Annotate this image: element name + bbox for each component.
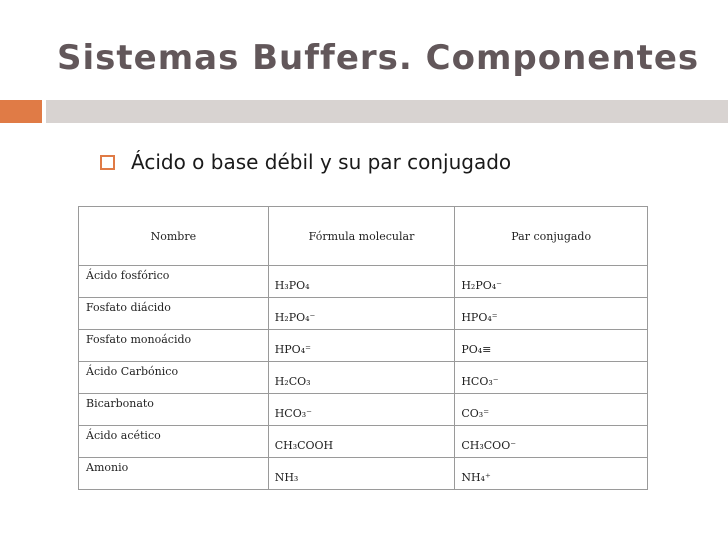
cell-formula-text: H₂CO₃ bbox=[274, 375, 311, 388]
cell-par bbox=[455, 266, 648, 298]
buffer-components-table bbox=[78, 206, 648, 490]
cell-formula-text: CH₃COOH bbox=[274, 439, 334, 452]
bullet-square-icon bbox=[100, 155, 115, 170]
cell-formula bbox=[268, 458, 455, 490]
cell-par bbox=[455, 426, 648, 458]
header-par-conjugado: Par conjugado bbox=[455, 207, 648, 266]
cell-formula bbox=[268, 330, 455, 362]
table-row bbox=[79, 458, 648, 490]
cell-nombre-text: Ácido fosfórico bbox=[86, 269, 170, 282]
table-row bbox=[79, 330, 648, 362]
cell-nombre bbox=[79, 426, 269, 458]
header-nombre: Nombre bbox=[79, 207, 269, 266]
cell-formula-text: H₂PO₄⁻ bbox=[274, 311, 316, 324]
slide-title: Sistemas Buffers. Componentes bbox=[57, 38, 700, 78]
cell-formula bbox=[268, 426, 455, 458]
accent-square bbox=[0, 100, 42, 123]
cell-par-text: H₂PO₄⁻ bbox=[461, 279, 502, 292]
cell-nombre bbox=[79, 330, 269, 362]
cell-par bbox=[455, 394, 648, 426]
cell-formula-text: HCO₃⁻ bbox=[274, 407, 312, 420]
cell-formula bbox=[268, 394, 455, 426]
cell-formula-text: HPO₄⁼ bbox=[274, 343, 311, 356]
cell-nombre-text: Amonio bbox=[86, 461, 129, 474]
table-header-row bbox=[79, 207, 648, 266]
cell-formula-text: H₃PO₄ bbox=[274, 279, 310, 292]
cell-nombre-text: Fosfato monoácido bbox=[86, 333, 192, 346]
cell-nombre-text: Bicarbonato bbox=[86, 397, 154, 410]
cell-par-text: HCO₃⁻ bbox=[461, 375, 499, 388]
cell-formula bbox=[268, 266, 455, 298]
cell-nombre-text: Ácido Carbónico bbox=[86, 365, 179, 378]
cell-par bbox=[455, 362, 648, 394]
cell-par bbox=[455, 298, 648, 330]
cell-formula-text: NH₃ bbox=[274, 471, 299, 484]
cell-par-text: HPO₄⁼ bbox=[461, 311, 498, 324]
cell-nombre bbox=[79, 458, 269, 490]
table-row bbox=[79, 266, 648, 298]
cell-nombre bbox=[79, 394, 269, 426]
cell-nombre-text: Fosfato diácido bbox=[86, 301, 171, 314]
cell-par bbox=[455, 458, 648, 490]
cell-formula bbox=[268, 362, 455, 394]
table-row bbox=[79, 298, 648, 330]
cell-par-text: CH₃COO⁻ bbox=[461, 439, 517, 452]
cell-par-text: NH₄⁺ bbox=[461, 471, 491, 484]
cell-nombre bbox=[79, 362, 269, 394]
cell-nombre bbox=[79, 266, 269, 298]
table-row bbox=[79, 362, 648, 394]
accent-bar bbox=[46, 100, 728, 123]
header-formula: Fórmula molecular bbox=[268, 207, 455, 266]
cell-nombre-text: Ácido acético bbox=[86, 429, 161, 442]
cell-formula bbox=[268, 298, 455, 330]
cell-par-text: PO₄≡ bbox=[461, 343, 492, 356]
cell-par-text: CO₃⁼ bbox=[461, 407, 489, 420]
cell-par bbox=[455, 330, 648, 362]
cell-nombre bbox=[79, 298, 269, 330]
slide-subtitle: Ácido o base débil y su par conjugado bbox=[131, 150, 512, 174]
table-row bbox=[79, 426, 648, 458]
table-row bbox=[79, 394, 648, 426]
